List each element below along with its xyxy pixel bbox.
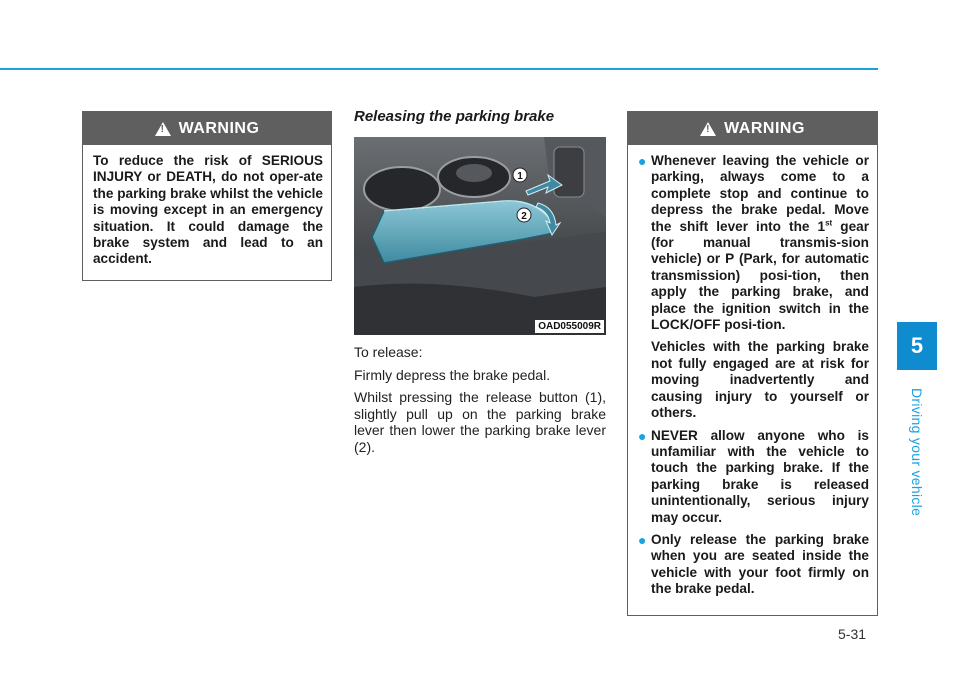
warning-bullet-text: Only release the parking brake when you are seated inside the vehicle with your foot firmly on the brake pedal. [651, 531, 869, 597]
instruction-paragraph: To release: [354, 344, 423, 360]
warning-triangle-icon [155, 122, 171, 136]
warning-box-left [82, 111, 332, 281]
warning-bullet [638, 428, 869, 526]
warning-list [628, 145, 877, 614]
warning-triangle-icon [700, 122, 716, 136]
figure-code: OAD055009R [535, 320, 604, 333]
warning-header [628, 112, 877, 145]
warning-bullet-text: Whenever leaving the vehicle or parking, always come to a complete stop and continue to depress the brake pedal. Move the shift lever into the 1st gear (for manual transmis-sion vehicle) or P (Park, for automatic transmission) posi-tion, then apply the parking brake, and place the ignition switch in the LOCK/OFF posi-tion. [651, 153, 869, 333]
instructions [354, 344, 606, 461]
warning-bullet [638, 532, 869, 598]
warning-bullet [638, 153, 869, 422]
warning-heading: WARNING [178, 119, 260, 137]
warning-header [83, 112, 331, 145]
callout-2-label: 2 [521, 211, 527, 222]
warning-heading: WARNING [724, 119, 805, 137]
instruction-paragraph: Firmly depress the brake pedal. [354, 366, 551, 383]
warning-bullet-text: Vehicles with the parking brake not fully engaged are at risk for moving inadvertently and causing injury to yourself or others. [651, 339, 869, 421]
bullet-icon: ● [638, 427, 647, 444]
warning-bullet-text: NEVER allow anyone who is unfamiliar with the vehicle to touch the parking brake. If the parking brake is released unintentionally, serious injury may occur. [651, 427, 869, 525]
bullet-icon: ● [638, 531, 647, 548]
section-title: Releasing the parking brake [354, 108, 555, 125]
chapter-title: Driving your vehicle [909, 388, 925, 517]
parking-brake-illustration [354, 137, 606, 335]
chapter-tab: 5 [897, 322, 937, 370]
chapter-side-label [897, 370, 937, 520]
parking-brake-figure [354, 137, 606, 335]
warning-text: To reduce the risk of SERIOUS INJURY or DEATH, do not oper-ate the parking brake whilst the vehicle is moving except in an emergency situation. It could damage the brake system and lead to an accident. [93, 153, 323, 267]
page-number: 5-31 [838, 626, 867, 642]
instruction-paragraph: Whilst pressing the release button (1), slightly pull up on the parking brake lever then lower the parking brake lever (2). [354, 389, 606, 455]
warning-box-right [627, 111, 878, 616]
header-rule [0, 68, 878, 70]
callout-1-label: 1 [517, 171, 523, 182]
bullet-icon: ● [638, 153, 647, 169]
